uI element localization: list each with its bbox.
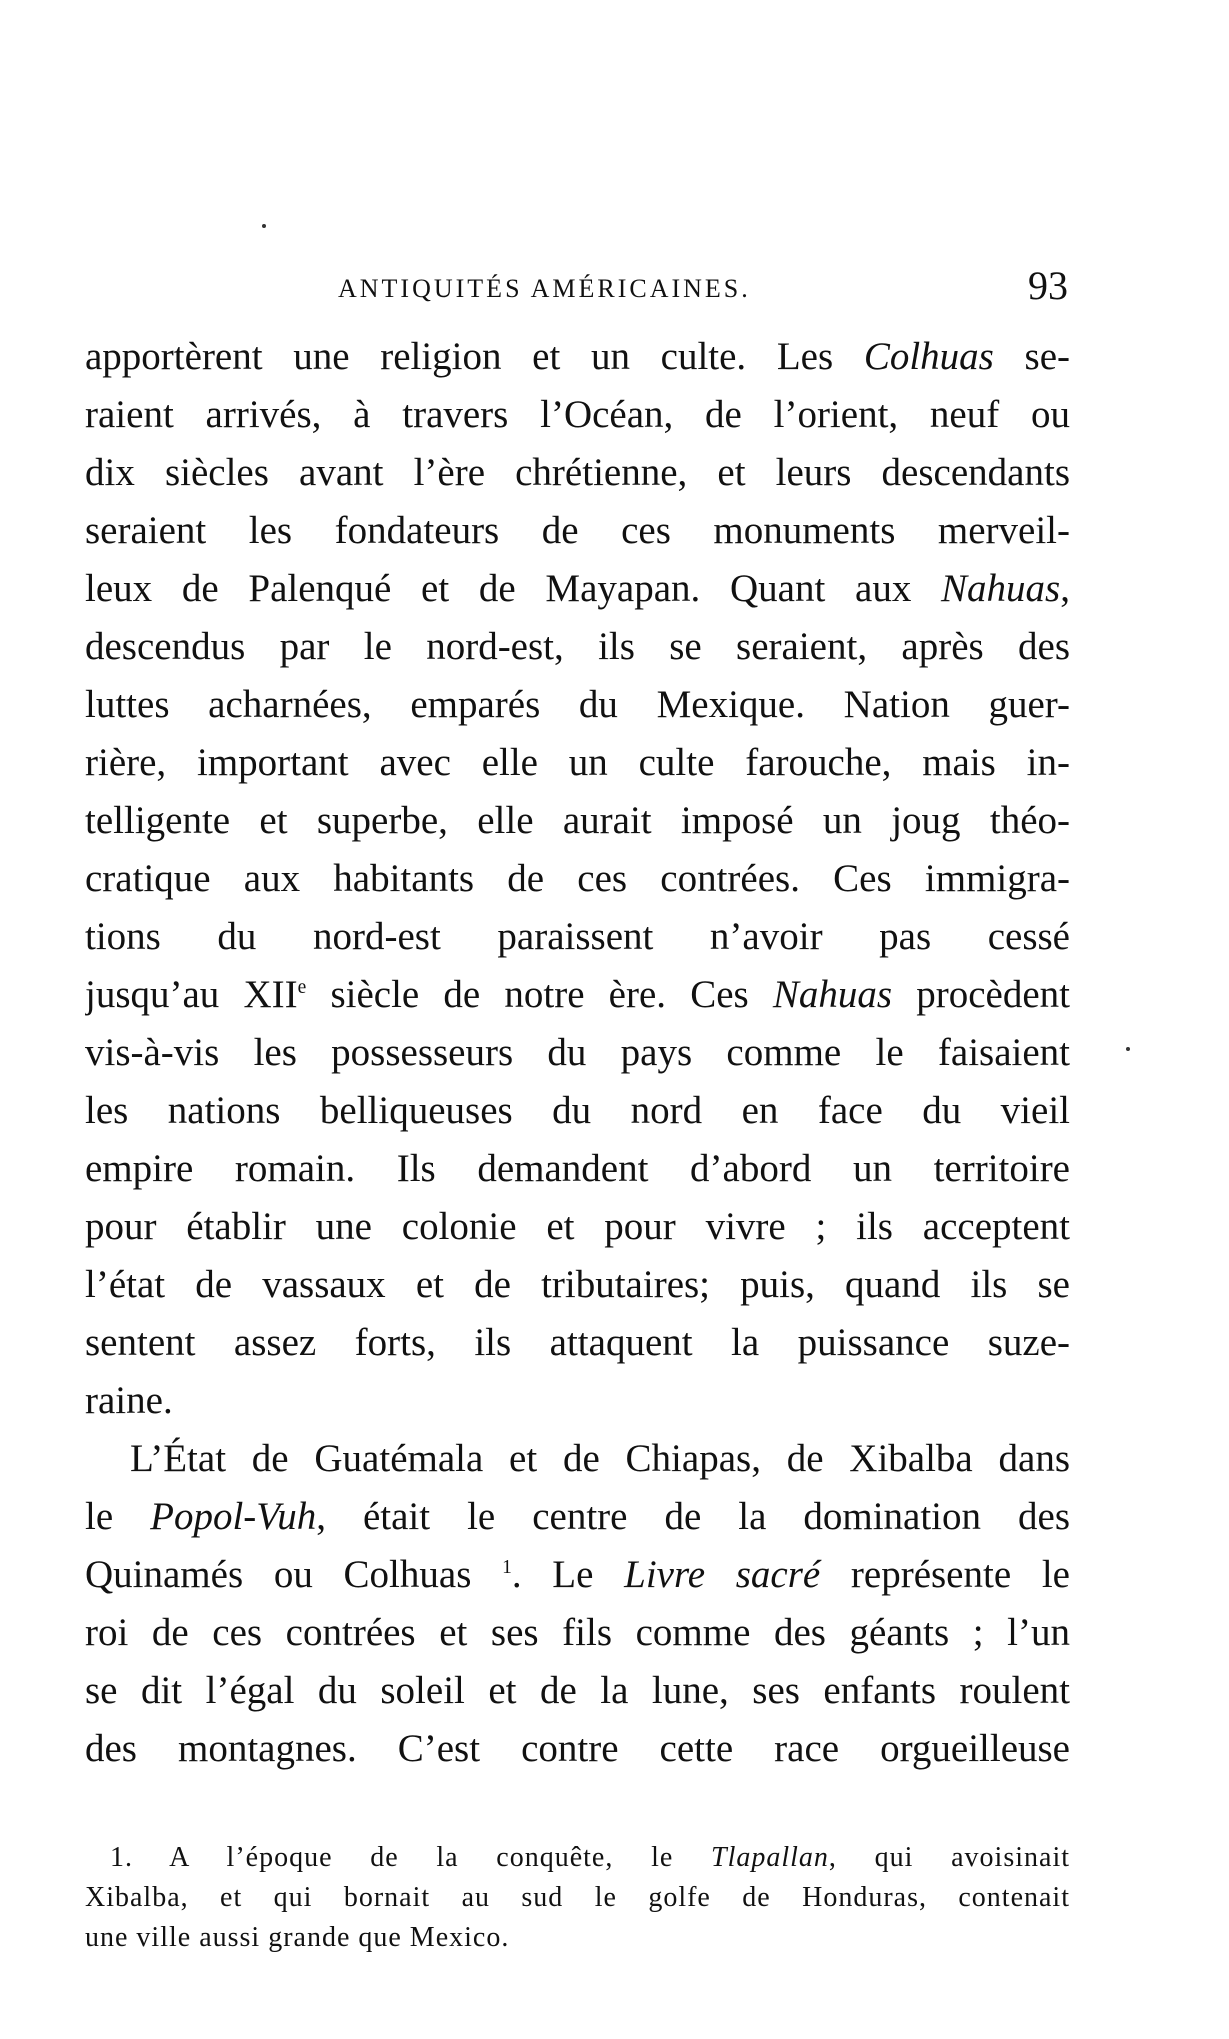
print-speck xyxy=(262,224,266,228)
footnote-line: Xibalba, et qui bornait au sud le golfe de Honduras, contenait xyxy=(85,1882,1070,1913)
text-line: Quinamés ou Colhuas $^1$. Le Livre sacré représente le xyxy=(85,1553,1070,1596)
text-line: sentent assez forts, ils attaquent la puissance suze- xyxy=(85,1321,1070,1364)
running-head xyxy=(88,262,1068,312)
text-line: leux de Palenqué et de Mayapan. Quant aux Nahuas, xyxy=(85,567,1070,610)
text-line: jusqu’au XIIe siècle de notre ère. Ces Nahuas procèdent xyxy=(85,973,1070,1016)
text-line: pour établir une colonie et pour vivre ; ils acceptent xyxy=(85,1205,1070,1248)
italic-term: Tlapallan xyxy=(711,1842,829,1873)
page-number: 93 xyxy=(1028,263,1068,308)
century-numeral: XII xyxy=(243,973,298,1016)
running-title: ANTIQUITÉS AMÉRICAINES. xyxy=(338,274,751,303)
text-line: dix siècles avant l’ère chrétienne, et leurs descendants xyxy=(85,451,1070,494)
text-line: l’état de vassaux et de tributaires; puis, quand ils se xyxy=(85,1263,1070,1306)
print-speck xyxy=(1126,1047,1130,1051)
text-line: vis-à-vis les possesseurs du pays comme le faisaient xyxy=(85,1031,1070,1074)
italic-term: Nahuas xyxy=(941,567,1061,610)
footnote-line: 1. A l’époque de la conquête, le Tlapallan, qui avoisinait xyxy=(110,1842,1070,1873)
italic-term: Colhuas xyxy=(863,335,994,378)
text-line: luttes acharnées, emparés du Mexique. Nation guer- xyxy=(85,683,1070,726)
text-line: descendus par le nord-est, ils se seraient, après des xyxy=(85,625,1070,668)
italic-term: Popol-Vuh xyxy=(150,1495,317,1538)
text-line: raine. xyxy=(85,1379,173,1422)
text-line: roi de ces contrées et ses fils comme des géants ; l’un xyxy=(85,1611,1070,1654)
text-line: tions du nord-est paraissent n’avoir pas cessé xyxy=(85,915,1070,958)
italic-term: Livre sacré xyxy=(624,1553,821,1596)
text-line: des montagnes. C’est contre cette race orgueilleuse xyxy=(85,1727,1070,1770)
text-line: raient arrivés, à travers l’Océan, de l’orient, neuf ou xyxy=(85,393,1070,436)
text-line: telligente et superbe, elle aurait imposé un joug théo- xyxy=(85,799,1070,842)
text-line: le Popol-Vuh, était le centre de la domination des xyxy=(85,1495,1070,1538)
text-line: empire romain. Ils demandent d’abord un territoire xyxy=(85,1147,1070,1190)
text-line: cratique aux habitants de ces contrées. Ces immigra- xyxy=(85,857,1070,900)
italic-term: Nahuas xyxy=(772,973,893,1016)
footnote xyxy=(85,1838,1070,1958)
body-text xyxy=(85,328,1070,1778)
footnote-ref[interactable]: 1 xyxy=(502,1557,512,1578)
text-line: apportèrent une religion et un culte. Les Colhuas se- xyxy=(85,335,1070,378)
text-line: seraient les fondateurs de ces monuments merveil- xyxy=(85,509,1070,552)
footnote-line: une ville aussi grande que Mexico. xyxy=(85,1922,510,1953)
paragraph-start-line: L’État de Guatémala et de Chiapas, de Xibalba dans xyxy=(130,1437,1070,1480)
text-line: rière, important avec elle un culte farouche, mais in- xyxy=(85,741,1070,784)
text-line: se dit l’égal du soleil et de la lune, ses enfants roulent xyxy=(85,1669,1070,1712)
text-line: les nations belliqueuses du nord en face du vieil xyxy=(85,1089,1070,1132)
